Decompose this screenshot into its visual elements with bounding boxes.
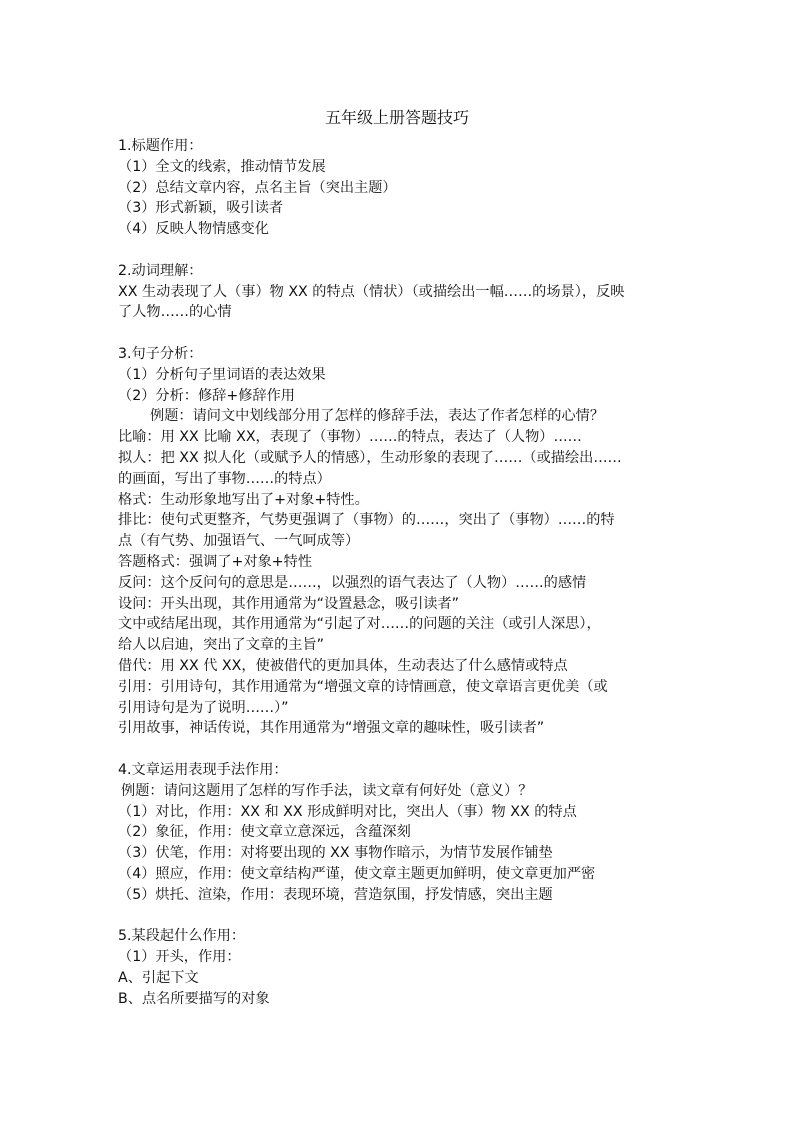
text-line: 了人物……的心情 xyxy=(118,304,232,321)
section-heading-title-function: 1.标题作用： xyxy=(118,138,203,154)
text-line: 反问：这个反问句的意思是……，以强烈的语气表达了（人物）……的感情 xyxy=(118,574,587,591)
text-line: 拟人：把 XX 拟人化（或赋予人的情感），生动形象的表现了……（或描绘出…… xyxy=(118,449,622,466)
text-line: 比喻：用 XX 比喻 XX，表现了（事物）……的特点，表达了（人物）…… xyxy=(118,429,582,446)
blank-line xyxy=(118,323,678,344)
text-line: 的画面，写出了事物……的特点） xyxy=(118,470,331,487)
section-heading-sentence-analysis: 3.句子分析： xyxy=(118,345,203,362)
blank-line xyxy=(118,905,678,926)
text-line: （1）全文的线索，推动情节发展 xyxy=(118,158,326,175)
text-line: 引用诗句是为了说明……）” xyxy=(118,699,289,716)
text-line: 格式：生动形象地写出了+对象+特性。 xyxy=(118,491,369,508)
text-line: A、引起下文 xyxy=(118,969,199,986)
text-line: （3）伏笔，作用：对将要出现的 XX 事物作暗示，为情节发展作铺垫 xyxy=(118,845,553,862)
text-line: （1）开头，作用： xyxy=(118,949,241,966)
text-line: （5）烘托、渲染，作用：表现环境，营造氛围，抒发情感，突出主题 xyxy=(118,886,553,903)
text-line: （1）分析句子里词语的表达效果 xyxy=(118,366,326,383)
example-question: 例题：请问文中划线部分用了怎样的修辞手法，表达了作者怎样的心情？ xyxy=(150,408,605,425)
text-line: （2）总结文章内容，点名主旨（突出主题） xyxy=(118,179,397,196)
text-line: 文中或结尾出现，其作用通常为“引起了对……的问题的关注（或引人深思）， xyxy=(118,616,601,633)
text-line: （2）分析：修辞+修辞作用 xyxy=(118,387,295,404)
text-line: XX 生动表现了人（事）物 XX 的特点（情状）（或描绘出一幅……的场景），反映 xyxy=(118,283,625,300)
text-line: 给人以启迪，突出了文章的主旨” xyxy=(118,637,324,654)
section-heading-verb-understanding: 2.动词理解： xyxy=(118,262,203,279)
text-line: （3）形式新颖，吸引读者 xyxy=(118,200,284,217)
example-question: 例题：请问这题用了怎样的写作手法，读文章有何好处（意义）？ xyxy=(121,782,533,799)
text-line: 点（有气势、加强语气、一气呵成等） xyxy=(118,533,360,550)
text-line: （1）对比，作用：XX 和 XX 形成鲜明对比，突出人（事）物 XX 的特点 xyxy=(118,803,577,820)
text-line: 引用故事，神话传说，其作用通常为“增强文章的趣味性，吸引读者” xyxy=(118,720,545,737)
document-body xyxy=(118,136,678,1009)
text-line: （2）象征，作用：使文章立意深远，含蕴深刻 xyxy=(118,824,411,841)
text-line: 引用：引用诗句，其作用通常为“增强文章的诗情画意，使文章语言更优美（或 xyxy=(118,678,608,695)
blank-line xyxy=(118,240,678,261)
section-heading-expression-techniques: 4.文章运用表现手法作用： xyxy=(118,761,288,778)
blank-line xyxy=(118,739,678,760)
text-line: 借代：用 XX 代 XX，使被借代的更加具体，生动表达了什么感情或特点 xyxy=(118,657,568,674)
text-line: （4）反映人物情感变化 xyxy=(118,221,269,238)
text-line: 答题格式：强调了+对象+特性 xyxy=(118,553,313,570)
section-heading-paragraph-function: 5.某段起什么作用： xyxy=(118,928,246,945)
text-line: 设问：开头出现，其作用通常为“设置悬念，吸引读者” xyxy=(118,595,460,612)
document-title: 五年级上册答题技巧 xyxy=(324,108,469,127)
text-line: 排比：使句式更整齐，气势更强调了（事物）的……，突出了（事物）……的特 xyxy=(118,512,615,529)
text-line: B、点名所要描写的对象 xyxy=(118,990,270,1007)
text-line: （4）照应，作用：使文章结构严谨，使文章主题更加鲜明，使文章更加严密 xyxy=(118,865,596,882)
